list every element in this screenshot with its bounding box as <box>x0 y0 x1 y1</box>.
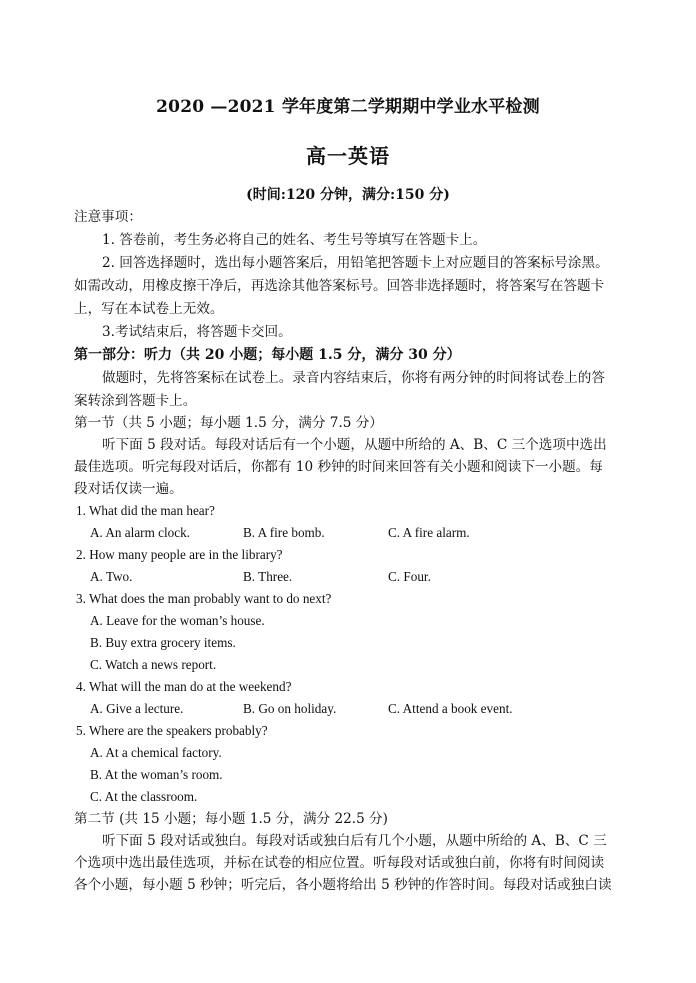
question-stem: 4. What will the man do at the weekend? <box>76 679 292 694</box>
option-c: C. Attend a book event. <box>388 701 513 716</box>
section2-heading: 第二节 (共 15 小题；每小题 1.5 分，满分 22.5 分) <box>74 811 388 827</box>
section2-intro-line-3: 各个小题，每小题 5 秒钟；听完后，各小题将给出 5 秒钟的作答时间。每段对话或独白读 <box>74 877 612 893</box>
section1-intro-line-1: 听下面 5 段对话。每段对话后有一个小题，从题中所给的 A、B、C 三个选项中选出 <box>102 437 607 453</box>
question-stem: 2. How many people are in the library? <box>76 547 283 562</box>
option-c: C. A fire alarm. <box>388 525 470 540</box>
question-stem: 1. What did the man hear? <box>76 503 215 518</box>
section1-intro-line-3: 段对话仅读一遍。 <box>74 481 183 497</box>
notes-item-2-line-1: 2. 回答选择题时，选出每小题答案后，用铅笔把答题卡上对应题目的答案标号涂黑。 <box>102 255 609 271</box>
option-b: B. Buy extra grocery items. <box>90 635 236 650</box>
option-a: A. Leave for the woman’s house. <box>90 613 265 628</box>
section2-intro-line-2: 个选项中选出最佳选项，并标在试卷的相应位置。听每段对话或独白前，你将有时间阅读 <box>74 855 605 871</box>
section2-intro-line-1: 听下面 5 段对话或独白。每段对话或独白后有几个小题，从题中所给的 A、B、C 三 <box>102 833 607 849</box>
option-b: B. A fire bomb. <box>243 525 325 540</box>
part1-heading: 第一部分：听力（共 20 小题；每小题 1.5 分，满分 30 分） <box>74 347 461 363</box>
notes-item-1: 1. 答卷前，考生务必将自己的姓名、考生号等填写在答题卡上。 <box>102 232 487 248</box>
notes-item-2-line-2: 如需改动，用橡皮擦干净后，再选涂其他答案标号。回答非选择题时，将答案写在答题卡 <box>74 278 605 294</box>
part1-intro-line-1: 做题时，先将答案标在试卷上。录音内容结束后，你将有两分钟的时间将试卷上的答 <box>102 370 605 386</box>
time-info: (时间:120 分钟，满分:150 分) <box>246 187 450 203</box>
option-a: A. Give a lecture. <box>90 701 184 716</box>
option-a: A. An alarm clock. <box>90 525 190 540</box>
exam-title: 2020 —2021 学年度第二学期期中学业水平检测 <box>156 97 540 117</box>
option-b: B. At the woman’s room. <box>90 767 223 782</box>
notes-item-2-line-3: 上，写在本试卷上无效。 <box>74 301 224 317</box>
question-stem: 3. What does the man probably want to do next? <box>76 591 332 606</box>
option-a: A. At a chemical factory. <box>90 745 222 760</box>
option-c: C. Watch a news report. <box>90 657 217 672</box>
question-stem: 5. Where are the speakers probably? <box>76 723 268 738</box>
section1-heading: 第一节（共 5 小题；每小题 1.5 分，满分 7.5 分） <box>74 415 383 431</box>
option-c: C. At the classroom. <box>90 789 198 804</box>
notes-item-3: 3.考试结束后，将答题卡交回。 <box>102 324 292 340</box>
notes-heading: 注意事项： <box>74 209 142 225</box>
option-c: C. Four. <box>388 569 431 584</box>
option-b: B. Three. <box>243 569 293 584</box>
subject-title: 高一英语 <box>306 144 390 168</box>
option-b: B. Go on holiday. <box>243 701 337 716</box>
part1-intro-line-2: 案转涂到答题卡上。 <box>74 393 197 409</box>
option-a: A. Two. <box>90 569 133 584</box>
section1-intro-line-2: 最佳选项。听完每段对话后，你都有 10 秒钟的时间来回答有关小题和阅读下一小题。每 <box>74 459 603 475</box>
